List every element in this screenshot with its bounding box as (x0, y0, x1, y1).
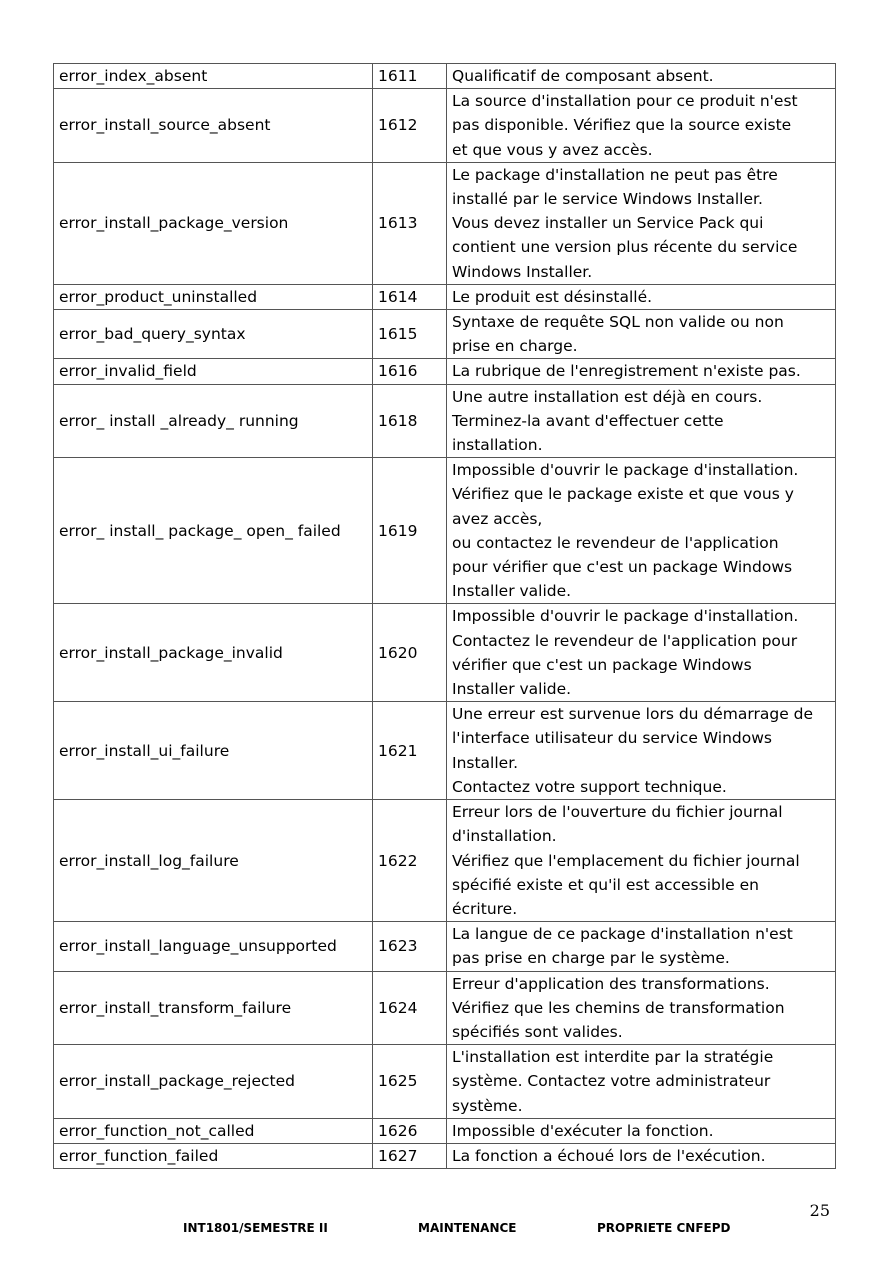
description-line: Installer. (452, 753, 519, 772)
error-code-cell: 1626 (373, 1118, 447, 1143)
page-number: 25 (809, 1201, 830, 1220)
error-code-cell: 1622 (373, 800, 447, 922)
description-line: Vérifiez que l'emplacement du fichier journal (452, 851, 800, 870)
table-row (54, 162, 836, 284)
description-line: La rubrique de l'enregistrement n'existe pas. (452, 362, 801, 381)
description-line: prise en charge. (452, 337, 578, 356)
description-line: Vous devez installer un Service Pack qui (452, 214, 764, 233)
error-description-cell (447, 1118, 836, 1143)
error-name-cell: error_ install _already_ running (54, 384, 373, 458)
description-line: système. Contactez votre administrateur (452, 1072, 771, 1091)
error-description-cell (447, 89, 836, 163)
table-row (54, 64, 836, 89)
error-name-cell: error_install_source_absent (54, 89, 373, 163)
description-line: et que vous y avez accès. (452, 140, 653, 159)
error-name-cell: error_install_language_unsupported (54, 922, 373, 971)
description-line: Vérifiez que les chemins de transformation (452, 998, 785, 1017)
error-description-cell (447, 702, 836, 800)
error-description-cell (447, 284, 836, 309)
description-line: La langue de ce package d'installation n'est (452, 925, 793, 944)
description-line: Impossible d'ouvrir le package d'installation. (452, 607, 799, 626)
description-line: Erreur d'application des transformations. (452, 974, 770, 993)
error-code-cell: 1614 (373, 284, 447, 309)
error-name-cell: error_install_transform_failure (54, 971, 373, 1045)
error-code-cell: 1624 (373, 971, 447, 1045)
error-description-cell (447, 359, 836, 384)
description-line: installation. (452, 436, 543, 455)
description-line: écriture. (452, 899, 518, 918)
description-line: pas disponible. Vérifiez que la source existe (452, 116, 792, 135)
error-code-cell: 1613 (373, 162, 447, 284)
error-code-table (53, 63, 836, 1169)
table-row (54, 971, 836, 1045)
table-row (54, 1045, 836, 1119)
error-code-cell: 1620 (373, 604, 447, 702)
error-name-cell: error_install_package_invalid (54, 604, 373, 702)
page-footer (0, 1221, 893, 1241)
table-row (54, 702, 836, 800)
error-code-cell: 1612 (373, 89, 447, 163)
table-row (54, 359, 836, 384)
table-row (54, 458, 836, 604)
description-line: avez accès, (452, 509, 543, 528)
error-code-cell: 1625 (373, 1045, 447, 1119)
description-line: d'installation. (452, 827, 557, 846)
description-line: Le package d'installation ne peut pas être (452, 165, 778, 184)
error-description-cell (447, 604, 836, 702)
description-line: La fonction a échoué lors de l'exécution. (452, 1146, 766, 1165)
table-row (54, 384, 836, 458)
error-code-cell: 1615 (373, 310, 447, 359)
error-code-cell: 1621 (373, 702, 447, 800)
description-line: Erreur lors de l'ouverture du fichier journal (452, 803, 783, 822)
error-name-cell: error_function_not_called (54, 1118, 373, 1143)
table-row (54, 1143, 836, 1168)
table-row (54, 1118, 836, 1143)
error-name-cell: error_ install_ package_ open_ failed (54, 458, 373, 604)
description-line: pour vérifier que c'est un package Windows (452, 558, 793, 577)
table-row (54, 310, 836, 359)
error-code-cell: 1618 (373, 384, 447, 458)
description-line: Syntaxe de requête SQL non valide ou non (452, 313, 784, 332)
error-name-cell: error_product_uninstalled (54, 284, 373, 309)
table-row (54, 284, 836, 309)
description-line: Une autre installation est déjà en cours. (452, 387, 763, 406)
description-line: Vérifiez que le package existe et que vous y (452, 485, 794, 504)
description-line: ou contactez le revendeur de l'application (452, 533, 779, 552)
error-code-table-body (54, 64, 836, 1169)
error-name-cell: error_function_failed (54, 1143, 373, 1168)
description-line: Le produit est désinstallé. (452, 287, 653, 306)
description-line: pas prise en charge par le système. (452, 949, 730, 968)
description-line: Installer valide. (452, 582, 572, 601)
error-description-cell (447, 310, 836, 359)
error-code-cell: 1616 (373, 359, 447, 384)
description-line: L'installation est interdite par la stratégie (452, 1048, 774, 1067)
error-description-cell (447, 458, 836, 604)
error-name-cell: error_install_package_version (54, 162, 373, 284)
description-line: La source d'installation pour ce produit n'est (452, 92, 798, 111)
error-description-cell (447, 1045, 836, 1119)
footer-owner: PROPRIETE CNFEPD (597, 1221, 731, 1235)
error-description-cell (447, 384, 836, 458)
description-line: spécifiés sont valides. (452, 1022, 623, 1041)
footer-course: INT1801/SEMESTRE II (183, 1221, 328, 1235)
table-row (54, 89, 836, 163)
error-code-cell: 1627 (373, 1143, 447, 1168)
error-name-cell: error_install_log_failure (54, 800, 373, 922)
error-description-cell (447, 922, 836, 971)
error-code-cell: 1611 (373, 64, 447, 89)
description-line: Windows Installer. (452, 262, 593, 281)
description-line: Contactez votre support technique. (452, 777, 727, 796)
table-row (54, 604, 836, 702)
description-line: Qualificatif de composant absent. (452, 67, 714, 85)
error-name-cell: error_install_package_rejected (54, 1045, 373, 1119)
description-line: Une erreur est survenue lors du démarrage de (452, 705, 814, 724)
description-line: Impossible d'exécuter la fonction. (452, 1121, 714, 1140)
footer-module: MAINTENANCE (418, 1221, 517, 1235)
error-name-cell: error_install_ui_failure (54, 702, 373, 800)
error-description-cell (447, 1143, 836, 1168)
error-description-cell (447, 800, 836, 922)
error-name-cell: error_invalid_field (54, 359, 373, 384)
error-code-cell: 1619 (373, 458, 447, 604)
error-description-cell (447, 64, 836, 89)
table-row (54, 800, 836, 922)
description-line: Terminez-la avant d'effectuer cette (452, 411, 724, 430)
error-code-cell: 1623 (373, 922, 447, 971)
description-line: vérifier que c'est un package Windows (452, 655, 752, 674)
description-line: Contactez le revendeur de l'application pour (452, 631, 798, 650)
error-description-cell (447, 971, 836, 1045)
description-line: Impossible d'ouvrir le package d'installation. (452, 461, 799, 480)
error-name-cell: error_bad_query_syntax (54, 310, 373, 359)
description-line: spécifié existe et qu'il est accessible en (452, 875, 759, 894)
error-description-cell (447, 162, 836, 284)
description-line: contient une version plus récente du service (452, 238, 798, 257)
description-line: Installer valide. (452, 680, 572, 699)
description-line: installé par le service Windows Installer. (452, 190, 763, 209)
error-name-cell: error_index_absent (54, 64, 373, 89)
description-line: l'interface utilisateur du service Windows (452, 729, 772, 748)
table-row (54, 922, 836, 971)
description-line: système. (452, 1096, 523, 1115)
